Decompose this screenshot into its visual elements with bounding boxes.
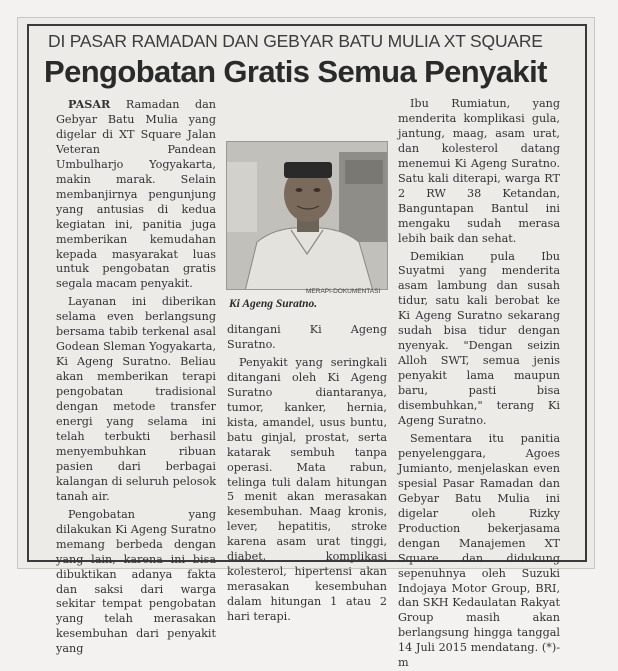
lead-word: PASAR (68, 97, 111, 111)
paragraph: Pengobatan yang dilakukan Ki Ageng Suratno memang berbeda dengan yang lain, karena ini bisa dibuktikan adanya fakta dan saksi dari warga sekitar tempat pengobatan yang telah merasakan kesembuhan dari penyakit yang (56, 507, 216, 656)
paragraph: Sementara itu panitia penyelenggara, Agoes Jumianto, menjelaskan even spesial Pasar Ramadan dan Gebyar Batu Mulia ini digelar oleh Rizky Production bekerjasama dengan Manajemen XT Square dan didukung sepenuhnya oleh Suzuki Indojaya Motor Group, BRI, dan SKH Kedaulatan Rakyat Group masih akan berlangsung hingga tanggal 14 Juli 2015 mendatang. (*)-m (398, 431, 560, 670)
paragraph: Penyakit yang seringkali ditangani oleh Ki Ageng Suratno diantaranya, tumor, kanker, hernia, kista, amandel, usus buntu, batu ginjal, prostat, serta katarak sembuh tanpa operasi. Mata rabun, telinga tuli dalam hitungan 5 menit akan merasakan kesembuhan. Maag kronis, lever, hepatitis, stroke karena asam urat tinggi, diabet, komplikasi kolesterol, hipertensi akan merasakan kesembuhan dalam hitungan 1 atau 2 hari terapi. (227, 355, 387, 624)
paragraph: Layanan ini diberikan selama even berlangsung bersama tabib terkenal asal Godean Sleman Yogyakarta, Ki Ageng Suratno. Beliau akan memberikan terapi pengobatan tradisional dengan metode transfer energi yang selama ini telah terbukti berhasil menyembuhkan ribuan pasien dari berbagai kalangan di seluruh pelosok tanah air. (56, 295, 216, 503)
article-column-1 (56, 97, 216, 657)
article-headline: Pengobatan Gratis Semua Penyakit (44, 54, 547, 89)
portrait-image (227, 142, 388, 290)
article-kicker: DI PASAR RAMADAN DAN GEBYAR BATU MULIA XT SQUARE (48, 31, 543, 51)
paragraph: Ibu Rumiatun, yang menderita komplikasi gula, jantung, maag, asam urat, dan kolesterol datang menemui Ki Ageng Suratno. Satu kali diterapi, warga RT 2 RW 38 Ketandan, Banguntapan Bantul ini mengaku sudah merasa lebih baik dan sehat. (398, 97, 560, 245)
paragraph: ditangani Ki Ageng Suratno. (227, 323, 387, 351)
article-column-2 (227, 323, 387, 625)
photo-caption: Ki Ageng Suratno. (229, 298, 318, 310)
paragraph: Demikian pula Ibu Suyatmi yang menderita asam lambung dan susah tidur, satu kali berobat ke Ki Ageng Suratno sekarang sudah bisa tidur dengan nyenyak. "Dengan seizin Alloh SWT, semua jenis penyakit lama maupun baru, pasti bisa disembuhkan," terang Ki Ageng Suratno. (398, 249, 560, 428)
photo-credit: MERAPI-DOKUMENTASI (306, 288, 381, 295)
paragraph-text: Ramadan dan Gebyar Batu Mulia yang digelar di XT Square Jalan Veteran Pandean Umbulharjo Yogyakarta, makin marak. Selain membanjirnya pengunjung yang antusias di kedua kegiatan ini, panitia juga memberikan kemudahan kepada masyarakat luas untuk pengobatan gratis segala macam penyakit. (56, 98, 216, 291)
article-column-3 (398, 97, 560, 671)
portrait-photo (226, 141, 388, 290)
paragraph (56, 97, 216, 292)
